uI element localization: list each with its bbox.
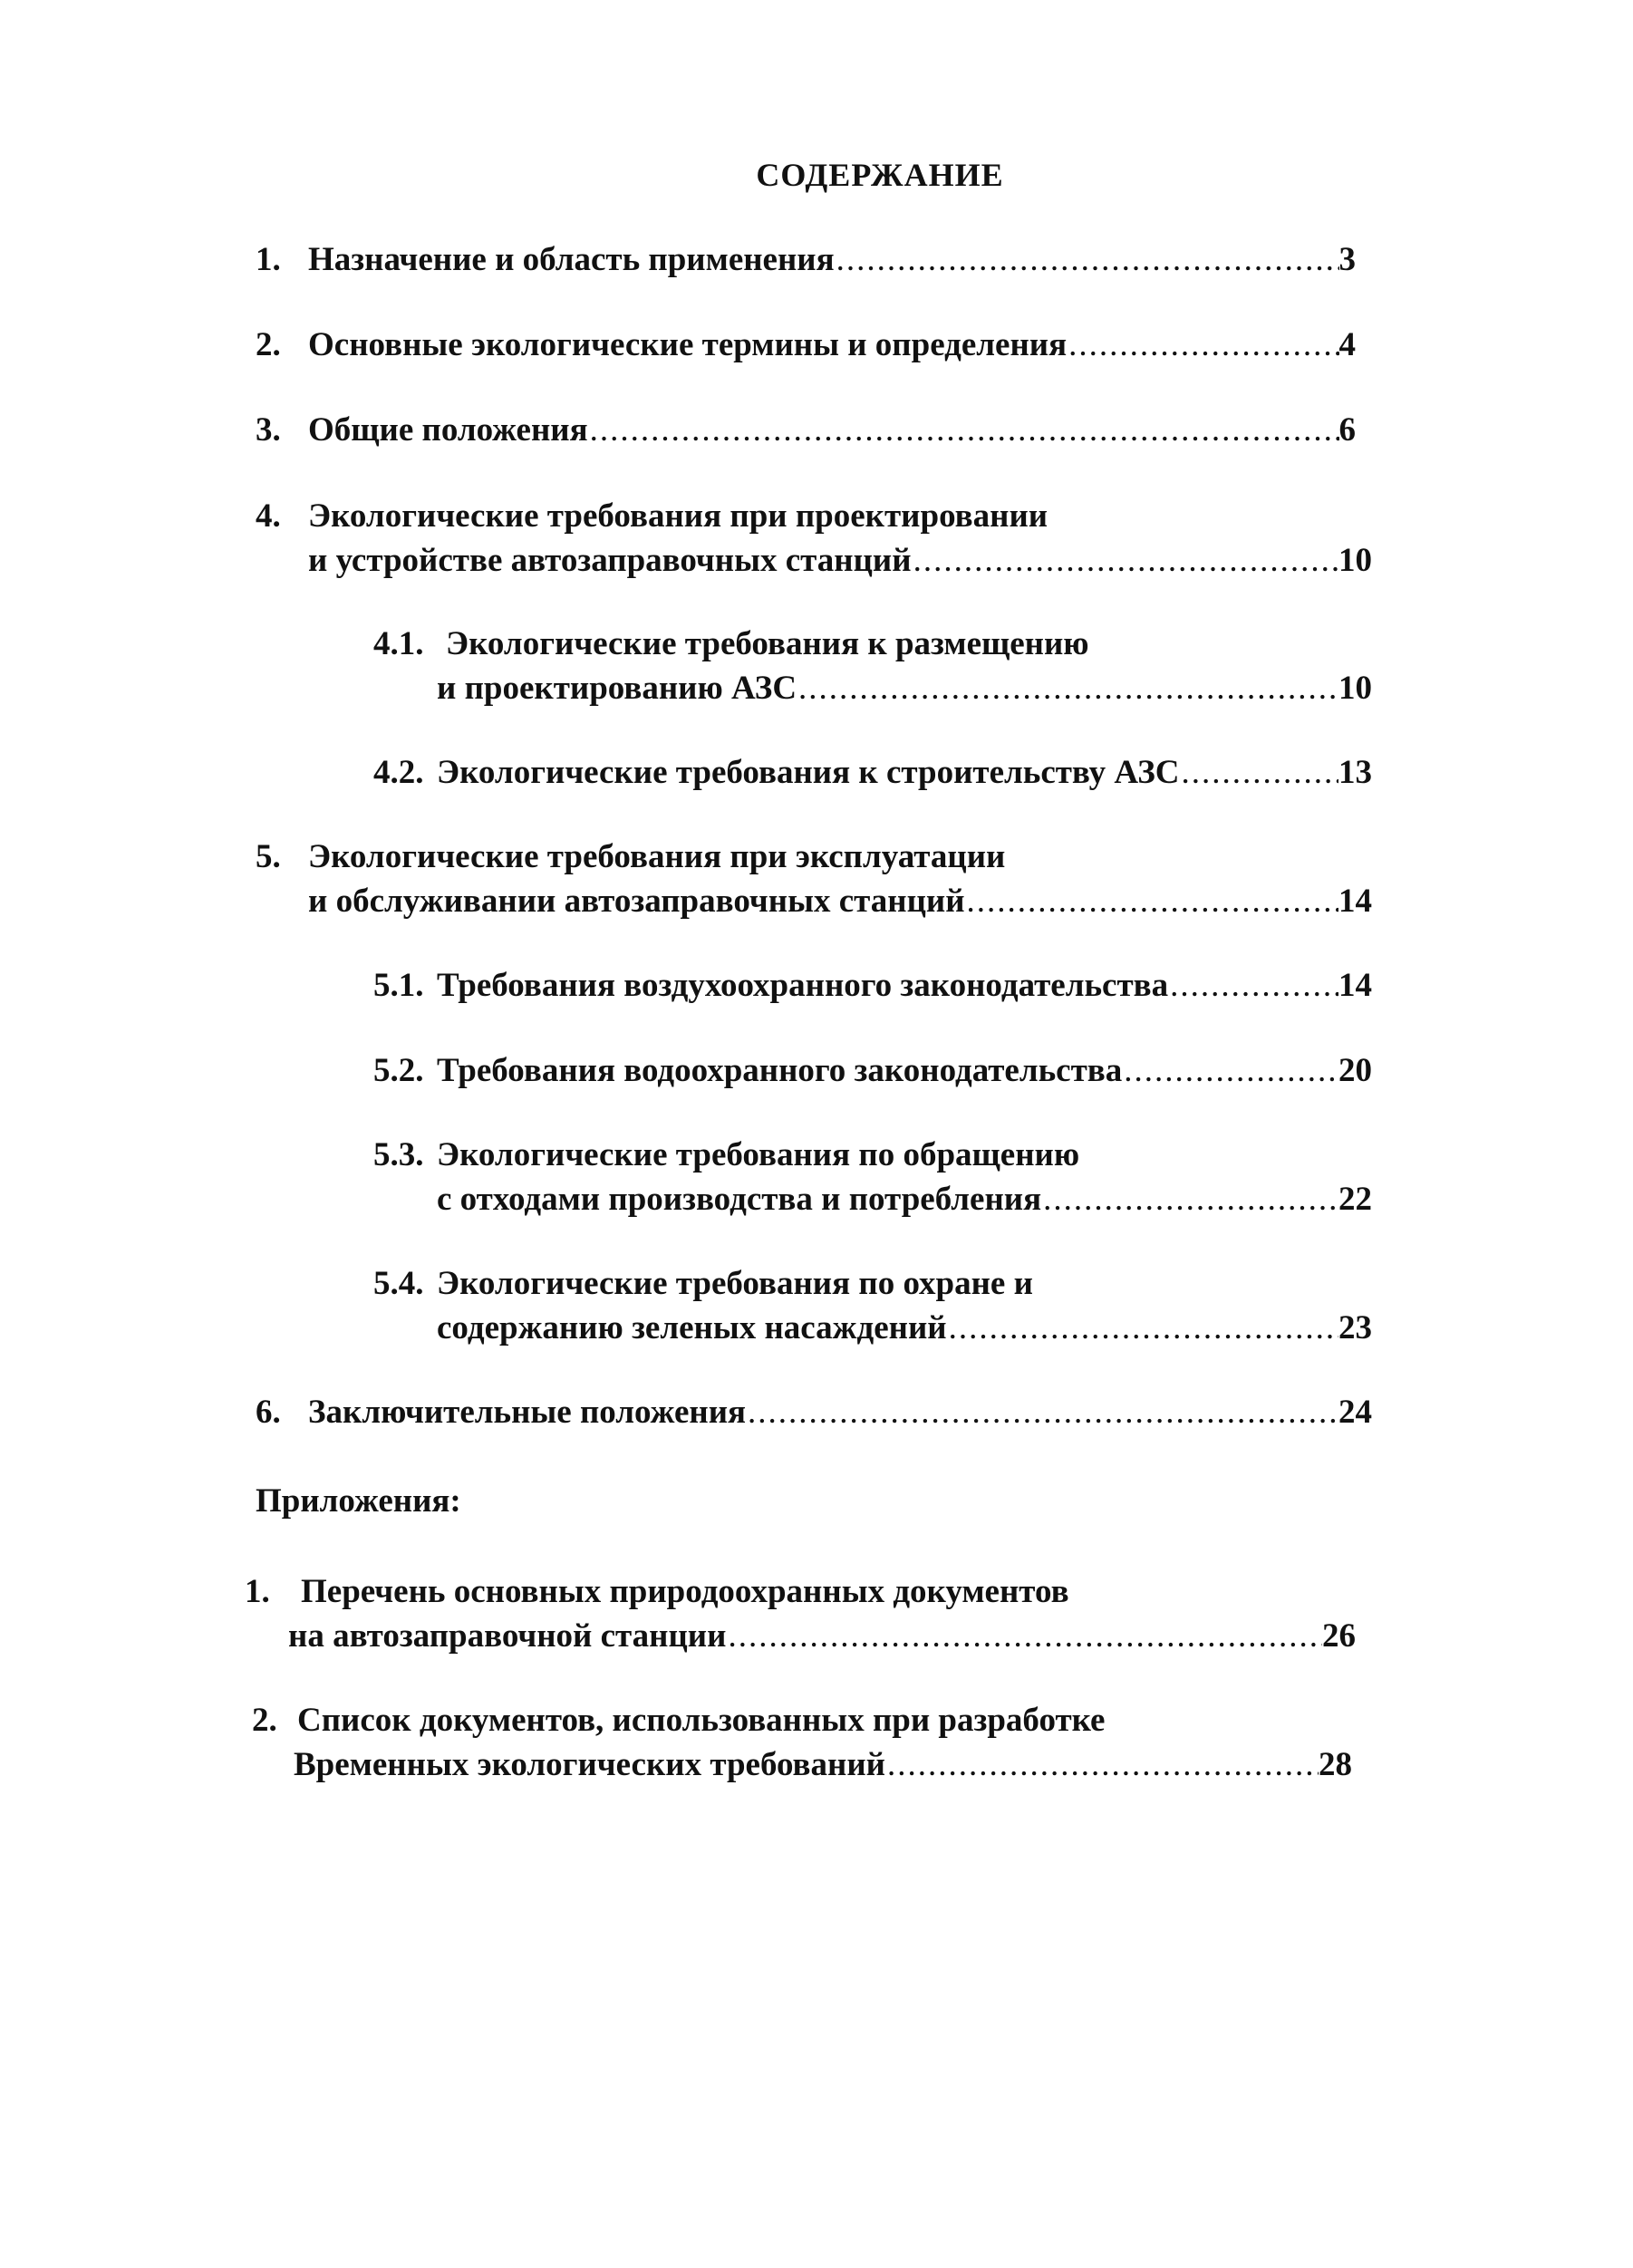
- toc-subentry-5-4: [373, 1261, 1372, 1350]
- toc-entry-number: 5.: [256, 838, 281, 875]
- toc-entry-3: [256, 408, 1356, 452]
- appendix-entry-number: 1.: [245, 1573, 270, 1610]
- toc-entry-page: 22: [1338, 1181, 1372, 1218]
- toc-entry-page: 10: [1338, 670, 1372, 707]
- toc-entry-number: 2.: [256, 326, 281, 363]
- toc-entry-number: 5.3.: [373, 1136, 424, 1173]
- dot-leader: [1168, 963, 1338, 1008]
- appendix-entry-text: Перечень основных природоохранных документов: [301, 1573, 1069, 1610]
- toc-entry-text: Экологические требования к размещению: [446, 625, 1089, 662]
- toc-entry-number: 4.2.: [373, 754, 424, 791]
- dot-leader: [726, 1614, 1322, 1658]
- toc-entry-number: 4.1.: [373, 625, 424, 662]
- toc-entry-text: Общие положения: [308, 411, 588, 449]
- toc-entry-number: 5.1.: [373, 967, 424, 1004]
- toc-subentry-5-1: [373, 963, 1372, 1008]
- toc-entry-page: 10: [1338, 542, 1372, 579]
- appendix-entry-2: [252, 1698, 1352, 1787]
- toc-entry-text: Основные экологические термины и определения: [308, 326, 1068, 363]
- appendix-entry-page: 28: [1319, 1746, 1352, 1783]
- toc-entry-number: 3.: [256, 411, 281, 449]
- toc-entry-2: [256, 323, 1356, 367]
- dot-leader: [835, 237, 1339, 282]
- appendix-entry-page: 26: [1322, 1617, 1356, 1655]
- page-title: СОДЕРЖАНИЕ: [756, 157, 1004, 193]
- dot-leader: [912, 538, 1338, 583]
- toc-entry-number: 5.2.: [373, 1052, 424, 1089]
- toc-entry-4: [256, 494, 1372, 583]
- toc-entry-6: [256, 1390, 1372, 1434]
- dot-leader: [797, 666, 1338, 710]
- toc-entry-page: 6: [1338, 411, 1356, 449]
- toc-entry-number: 1.: [256, 241, 281, 278]
- toc-entry-text: Экологические требования по охране и: [437, 1265, 1033, 1302]
- toc-entry-number: 6.: [256, 1394, 281, 1431]
- toc-entry-page: 14: [1338, 967, 1372, 1004]
- toc-entry-page: 24: [1338, 1394, 1372, 1431]
- dot-leader: [947, 1306, 1338, 1350]
- toc-entry-number: 5.4.: [373, 1265, 424, 1302]
- dot-leader: [746, 1390, 1338, 1434]
- toc-entry-page: 23: [1338, 1309, 1372, 1346]
- dot-leader: [965, 879, 1338, 923]
- appendix-entry-number: 2.: [252, 1702, 277, 1739]
- toc-entry-page: 3: [1338, 241, 1356, 278]
- toc-entry-text-continued: и проектированию АЗС: [437, 670, 797, 707]
- toc-entry-page: 14: [1338, 883, 1372, 920]
- appendix-entry-text-continued: на автозаправочной станции: [288, 1617, 727, 1655]
- dot-leader: [588, 408, 1339, 452]
- toc-entry-text-continued: и обслуживании автозаправочных станций: [308, 883, 965, 920]
- toc-entry-1: [256, 237, 1356, 282]
- dot-leader: [1122, 1048, 1338, 1093]
- toc-subentry-5-3: [373, 1133, 1372, 1221]
- dot-leader: [1067, 323, 1338, 367]
- toc-entry-text: Требования воздухоохранного законодательства: [437, 967, 1169, 1004]
- toc-entry-text: Заключительные положения: [308, 1394, 747, 1431]
- toc-subentry-5-2: [373, 1048, 1372, 1093]
- toc-subentry-4-2: [373, 750, 1372, 795]
- toc-entry-text: Требования водоохранного законодательства: [437, 1052, 1123, 1089]
- toc-entry-5: [256, 835, 1372, 923]
- toc-entry-text: Экологические требования при эксплуатации: [308, 838, 1006, 875]
- dot-leader: [1179, 750, 1338, 795]
- toc-entry-page: 4: [1338, 326, 1356, 363]
- toc-entry-page: 20: [1338, 1052, 1372, 1089]
- toc-entry-text-continued: и устройстве автозаправочных станций: [308, 542, 912, 579]
- toc-entry-text-continued: с отходами производства и потребления: [437, 1181, 1042, 1218]
- appendix-entry-text-continued: Временных экологических требований: [294, 1746, 885, 1783]
- toc-entry-text: Экологические требования к строительству АЗС: [437, 754, 1180, 791]
- dot-leader: [1041, 1177, 1338, 1221]
- dot-leader: [885, 1742, 1319, 1787]
- appendix-entry-1: [245, 1569, 1356, 1658]
- toc-entry-page: 13: [1338, 754, 1372, 791]
- toc-entry-text: Экологические требования по обращению: [437, 1136, 1080, 1173]
- toc-entry-text: Экологические требования при проектировании: [308, 497, 1048, 535]
- toc-entry-number: 4.: [256, 497, 281, 535]
- toc-entry-text-continued: содержанию зеленых насаждений: [437, 1309, 947, 1346]
- appendix-heading: Приложения:: [256, 1482, 461, 1520]
- toc-subentry-4-1: [373, 622, 1372, 710]
- appendix-entry-text: Список документов, использованных при разработке: [297, 1702, 1106, 1739]
- toc-entry-text: Назначение и область применения: [308, 241, 835, 278]
